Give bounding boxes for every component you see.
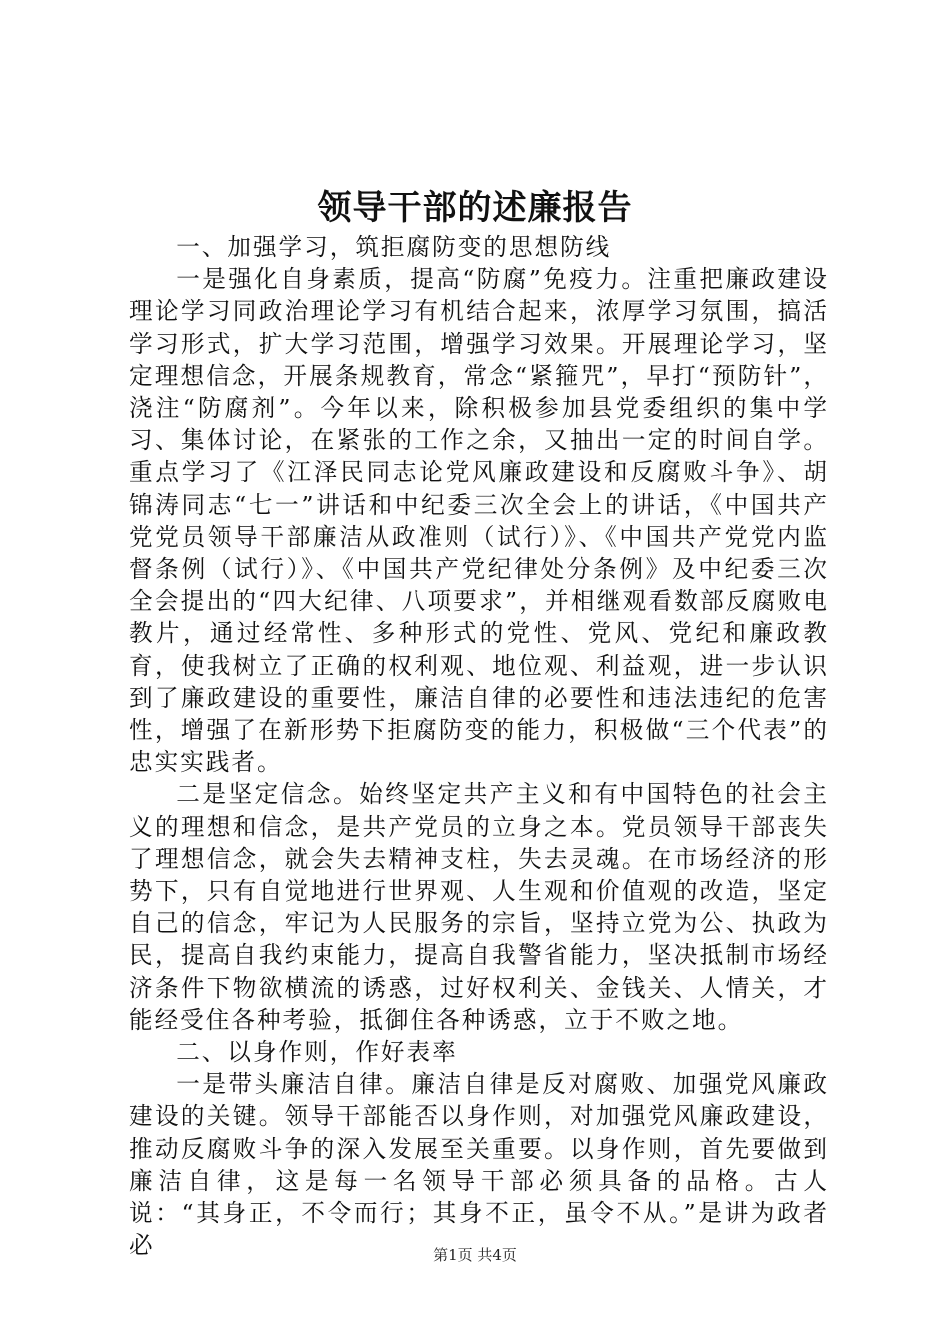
- paragraph-2: 二是坚定信念。始终坚定共产主义和有中国特色的社会主义的理想和信念，是共产党员的立身之本。党员领导干部丧失了理想信念，就会失去精神支柱，失去灵魂。在市场经济的形势下，只有自觉地进行世界观、人生观和价值观的改造，坚定自己的信念，牢记为人民服务的宗旨，坚持立党为公、执政为民，提高自我约束能力，提高自我警省能力，坚决抵制市场经济条件下物欲横流的诱惑，过好权利关、金钱关、人情关，才能经受住各种考验，抵御住各种诱惑，立于不败之地。: [129, 780, 829, 1034]
- document-body: [129, 231, 829, 1262]
- paragraph-3: 一是带头廉洁自律。廉洁自律是反对腐败、加强党风廉政建设的关键。领导干部能否以身作则，对加强党风廉政建设，推动反腐败斗争的深入发展至关重要。以身作则，首先要做到廉洁自律，这是每一名领导干部必须具备的品格。古人说：“其身正，不令而行；其身不正，虽令不从。”是讲为政者必: [129, 1070, 829, 1260]
- paragraph-1: 一是强化自身素质，提高“防腐”免疫力。注重把廉政建设理论学习同政治理论学习有机结合起来，浓厚学习氛围，搞活学习形式，扩大学习范围，增强学习效果。开展理论学习，坚定理想信念，开展条规教育，常念“紧箍咒”，早打“预防针”，浇注“防腐剂”。今年以来，除积极参加县党委组织的集中学习、集体讨论，在紧张的工作之余，又抽出一定的时间自学。重点学习了《江泽民同志论党风廉政建设和反腐败斗争》、胡锦涛同志“七一”讲话和中纪委三次全会上的讲话，《中国共产党党员领导干部廉洁从政准则（试行）》、《中国共产党党内监督条例（试行）》、《中国共产党纪律处分条例》及中纪委三次全会提出的“四大纪律、八项要求”，并相继观看数部反腐败电教片，通过经常性、多种形式的党性、党风、党纪和廉政教育，使我树立了正确的权利观、地位观、利益观，进一步认识到了廉政建设的重要性，廉洁自律的必要性和违法违纪的危害性，增强了在新形势下拒腐防变的能力，积极做“三个代表”的忠实实践者。: [129, 265, 829, 777]
- page-footer: 第1页 共4页: [433, 1246, 517, 1264]
- section-heading-1: 一、加强学习，筑拒腐防变的思想防线: [176, 233, 612, 261]
- section-heading-2: 二、以身作则，作好表率: [176, 1038, 458, 1067]
- document-title: 领导干部的述廉报告: [317, 188, 633, 228]
